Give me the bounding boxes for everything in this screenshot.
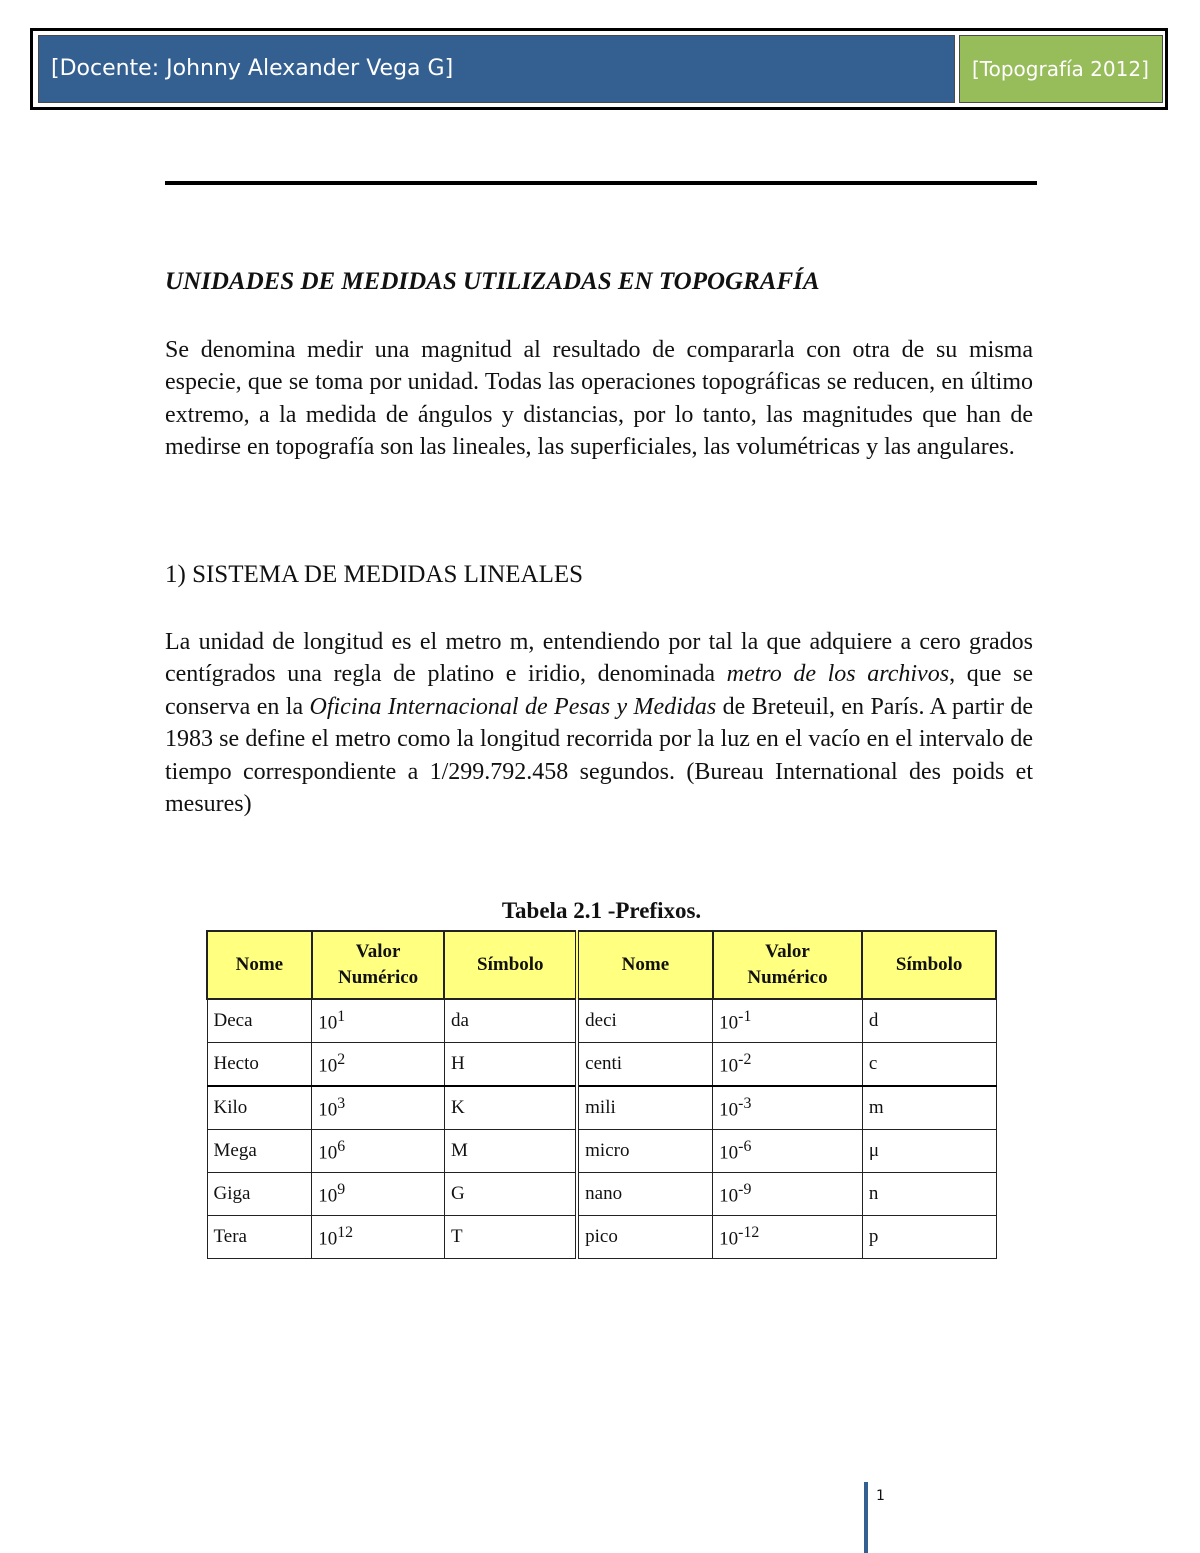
office-name: Oficina Internacional de Pesas y Medidas — [309, 693, 717, 720]
document-title: UNIDADES DE MEDIDAS UTILIZADAS EN TOPOGRAFÍA — [165, 268, 820, 295]
cell-nome-2: pico — [577, 1216, 713, 1259]
header-author-box — [38, 35, 955, 103]
cell-valor-2 — [713, 1216, 863, 1259]
cell-simbolo: H — [444, 1043, 577, 1087]
table-row — [207, 1173, 996, 1216]
table-row — [207, 999, 996, 1043]
page-number-bar — [864, 1482, 868, 1553]
cell-exponent-2: -1 — [738, 1007, 752, 1025]
col-header-valor-2-line2: Numérico — [747, 967, 828, 988]
table-header-row — [207, 931, 996, 999]
cell-valor — [312, 1216, 445, 1259]
cell-nome: Kilo — [207, 1086, 312, 1130]
col-header-valor-line2: Numérico — [337, 967, 419, 988]
cell-base: 10 — [318, 1228, 338, 1250]
cell-valor-2 — [713, 999, 863, 1043]
cell-valor — [312, 1086, 445, 1130]
cell-simbolo-2: p — [862, 1216, 996, 1259]
col-header-simbolo: Símbolo — [444, 931, 577, 999]
cell-base-2: 10 — [719, 1099, 739, 1121]
cell-nome: Deca — [207, 999, 312, 1043]
cell-exponent: 6 — [337, 1137, 346, 1155]
col-header-valor-2-line1: Valor — [765, 941, 810, 962]
cell-exponent: 2 — [337, 1050, 346, 1068]
cell-base: 10 — [318, 1099, 338, 1121]
cell-simbolo: M — [444, 1130, 577, 1173]
table-row — [207, 1130, 996, 1173]
cell-valor — [312, 1043, 445, 1087]
header-course-box — [959, 35, 1163, 103]
cell-valor-2 — [713, 1130, 863, 1173]
cell-base-2: 10 — [719, 1142, 739, 1164]
table-row — [207, 1216, 996, 1259]
cell-simbolo: K — [444, 1086, 577, 1130]
cell-exponent-2: -6 — [738, 1137, 752, 1155]
col-header-valor-line1: Valor — [355, 941, 401, 962]
cell-exponent-2: -9 — [738, 1180, 752, 1198]
cell-valor-2 — [713, 1173, 863, 1216]
meter-archive-term: metro de los archivos — [726, 661, 950, 688]
cell-nome: Mega — [207, 1130, 312, 1173]
page-number: 1 — [876, 1488, 885, 1504]
col-header-simbolo-2: Símbolo — [862, 931, 996, 999]
cell-simbolo-2: μ — [862, 1130, 996, 1173]
meter-text-2: , que se conserva en la — [165, 661, 1033, 720]
cell-valor — [312, 999, 445, 1043]
cell-simbolo: G — [444, 1173, 577, 1216]
cell-simbolo-2: d — [862, 999, 996, 1043]
cell-simbolo-2: n — [862, 1173, 996, 1216]
meter-paragraph — [165, 626, 1033, 820]
cell-exponent-2: -12 — [738, 1223, 760, 1241]
cell-exponent-2: -3 — [738, 1094, 752, 1112]
meter-text-3: de Breteuil, en París. A partir de 1983 se define el metro como la longitud recorrida por la luz en el vacío en el intervalo de tiempo correspondiente a 1/299.792.458 segundos. (Bureau International des poids et mesures) — [165, 693, 1034, 818]
table-row — [207, 1086, 996, 1130]
table-row — [207, 1043, 996, 1087]
col-header-valor-2 — [713, 931, 863, 999]
cell-nome: Giga — [207, 1173, 312, 1216]
cell-exponent-2: -2 — [738, 1050, 752, 1068]
cell-nome-2: nano — [577, 1173, 713, 1216]
cell-exponent: 12 — [337, 1223, 354, 1241]
cell-base-2: 10 — [719, 1055, 739, 1077]
cell-nome: Tera — [207, 1216, 312, 1259]
col-header-valor — [312, 931, 445, 999]
cell-simbolo-2: c — [862, 1043, 996, 1087]
cell-base: 10 — [318, 1185, 338, 1207]
col-header-nome-2: Nome — [577, 931, 713, 999]
prefix-table — [206, 930, 997, 1259]
header-course: [Topografía 2012] — [972, 57, 1149, 81]
table-caption: Tabela 2.1 -Prefixos. — [501, 898, 702, 923]
cell-valor — [312, 1130, 445, 1173]
cell-base-2: 10 — [719, 1228, 739, 1250]
cell-base: 10 — [318, 1012, 338, 1034]
intro-paragraph: Se denomina medir una magnitud al resultado de compararla con otra de su misma especie, que se toma por unidad. Todas las operaciones topográficas se reducen, en último extremo, a la medida de ángulos y distancias, por lo tanto, las magnitudes que han de medirse en topografía son las lineales, las superficiales, las volumétricas y las angulares. — [165, 337, 1033, 461]
col-header-nome: Nome — [207, 931, 312, 999]
cell-exponent: 3 — [337, 1094, 346, 1112]
meter-text-1: La unidad de longitud es el metro m, entendiendo por tal la que adquiere a cero grados centígrados una regla de platino e iridio, denominada — [165, 629, 1033, 688]
horizontal-rule — [165, 181, 1037, 185]
cell-exponent: 9 — [337, 1180, 346, 1198]
cell-nome-2: deci — [577, 999, 713, 1043]
cell-exponent: 1 — [337, 1007, 346, 1025]
cell-nome-2: centi — [577, 1043, 713, 1087]
section-heading: 1) SISTEMA DE MEDIDAS LINEALES — [165, 561, 584, 588]
cell-simbolo: T — [444, 1216, 577, 1259]
cell-base: 10 — [318, 1142, 338, 1164]
cell-nome-2: mili — [577, 1086, 713, 1130]
cell-valor-2 — [713, 1086, 863, 1130]
cell-simbolo: da — [444, 999, 577, 1043]
cell-simbolo-2: m — [862, 1086, 996, 1130]
header-author: [Docente: Johnny Alexander Vega G] — [51, 56, 454, 81]
cell-base-2: 10 — [719, 1185, 739, 1207]
cell-base: 10 — [318, 1055, 338, 1077]
page-header — [30, 28, 1168, 110]
cell-valor — [312, 1173, 445, 1216]
cell-nome: Hecto — [207, 1043, 312, 1087]
cell-base-2: 10 — [719, 1012, 739, 1034]
cell-nome-2: micro — [577, 1130, 713, 1173]
cell-valor-2 — [713, 1043, 863, 1087]
